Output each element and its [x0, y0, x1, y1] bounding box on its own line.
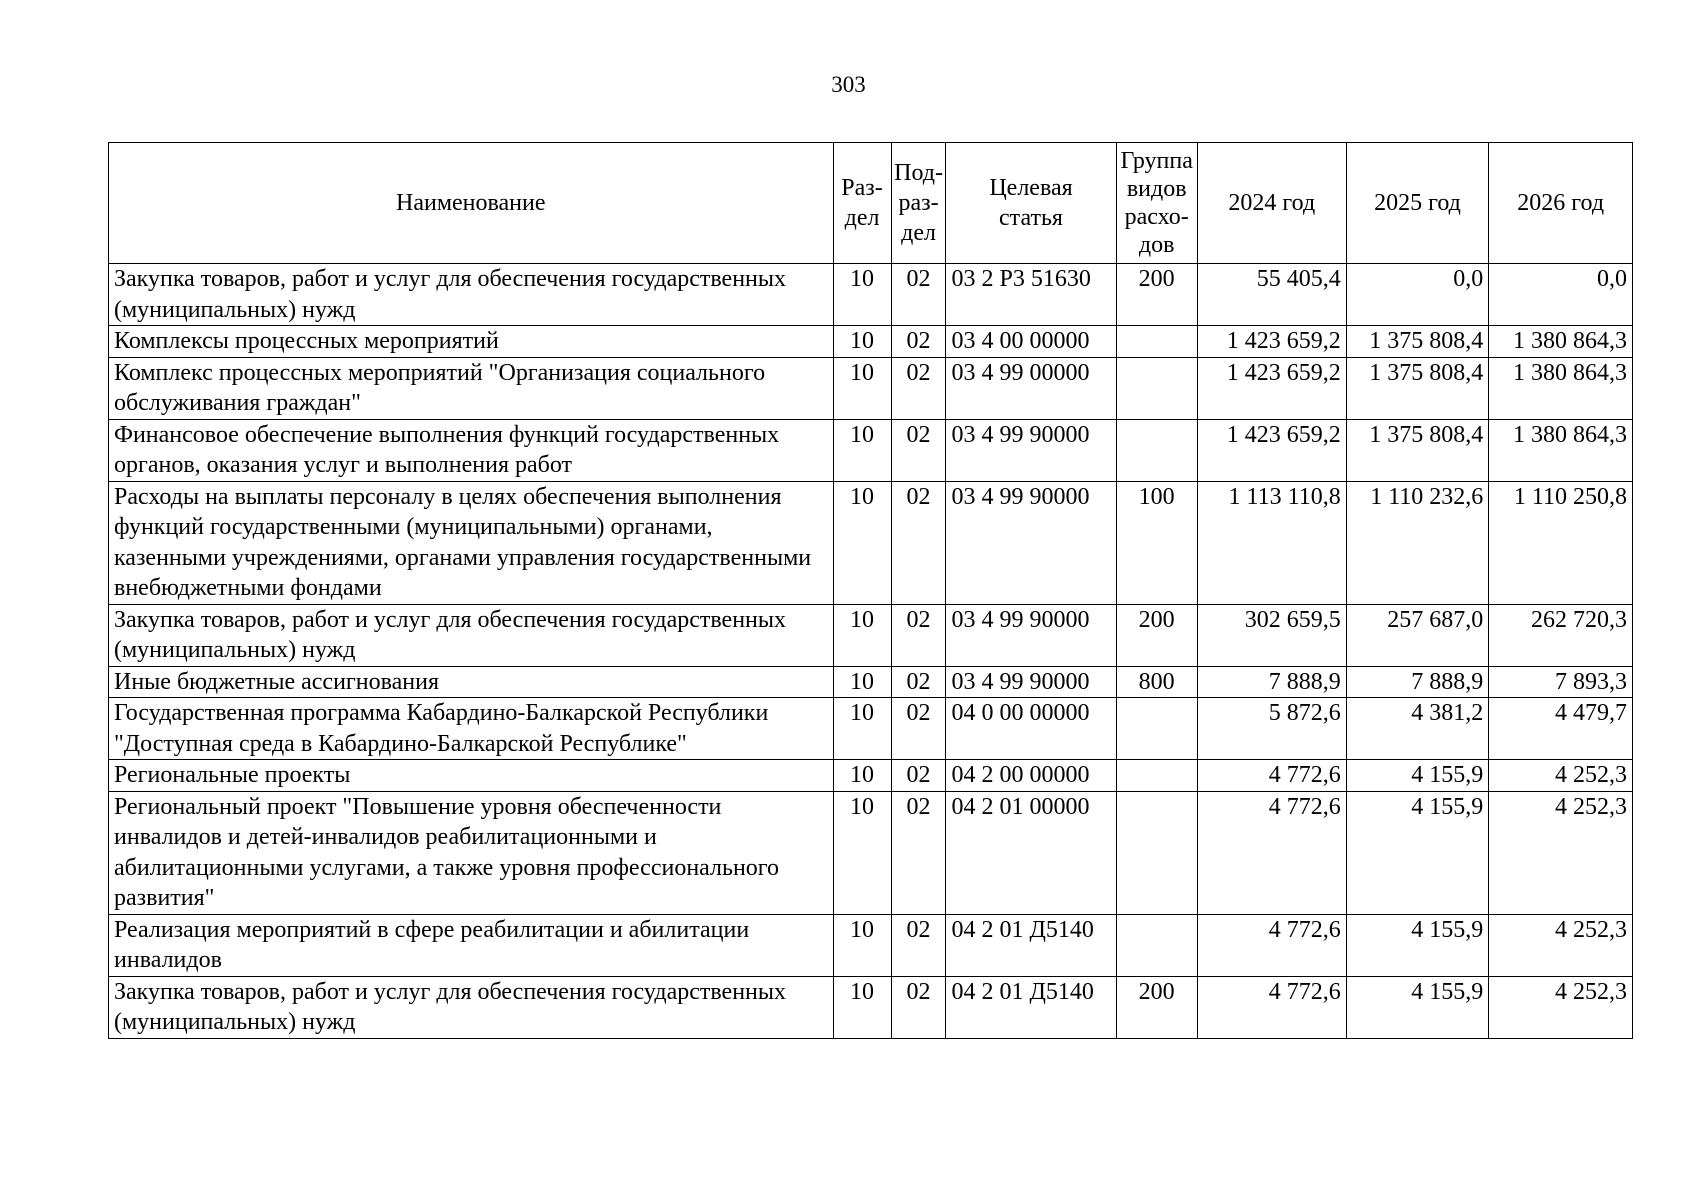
cell-podrazdel: 02 [891, 791, 946, 914]
cell-2025: 0,0 [1346, 264, 1489, 326]
cell-expense-group [1116, 357, 1197, 419]
cell-2026: 0,0 [1489, 264, 1633, 326]
cell-razdel: 10 [833, 791, 891, 914]
budget-table [108, 142, 1633, 1039]
cell-expense-group: 200 [1116, 264, 1197, 326]
cell-2024: 302 659,5 [1197, 604, 1346, 666]
cell-target-article: 03 4 99 90000 [946, 481, 1116, 604]
cell-razdel: 10 [833, 666, 891, 698]
cell-razdel: 10 [833, 481, 891, 604]
cell-expense-group: 200 [1116, 976, 1197, 1038]
cell-name: Расходы на выплаты персоналу в целях обеспечения выполнения функций государственными (муниципальными) органами, казенными учреждениями, органами управления государственными внебюджетными фондами [109, 481, 834, 604]
cell-podrazdel: 02 [891, 357, 946, 419]
cell-expense-group: 100 [1116, 481, 1197, 604]
cell-2025: 4 155,9 [1346, 791, 1489, 914]
cell-2024: 4 772,6 [1197, 976, 1346, 1038]
cell-2024: 5 872,6 [1197, 698, 1346, 760]
cell-podrazdel: 02 [891, 976, 946, 1038]
cell-2026: 262 720,3 [1489, 604, 1633, 666]
header-group: Группа видов расхо- дов [1116, 143, 1197, 264]
cell-expense-group [1116, 914, 1197, 976]
cell-2026: 4 252,3 [1489, 760, 1633, 792]
cell-razdel: 10 [833, 604, 891, 666]
cell-2025: 4 381,2 [1346, 698, 1489, 760]
header-2025: 2025 год [1346, 143, 1489, 264]
cell-razdel: 10 [833, 976, 891, 1038]
cell-podrazdel: 02 [891, 914, 946, 976]
table-row [109, 264, 1633, 326]
cell-2024: 1 423 659,2 [1197, 357, 1346, 419]
table-row [109, 604, 1633, 666]
table-row [109, 791, 1633, 914]
page-number: 303 [831, 72, 866, 97]
cell-expense-group [1116, 326, 1197, 358]
cell-podrazdel: 02 [891, 481, 946, 604]
cell-expense-group: 800 [1116, 666, 1197, 698]
cell-podrazdel: 02 [891, 698, 946, 760]
cell-2024: 7 888,9 [1197, 666, 1346, 698]
header-2026: 2026 год [1489, 143, 1633, 264]
header-2024: 2024 год [1197, 143, 1346, 264]
cell-razdel: 10 [833, 698, 891, 760]
cell-2025: 4 155,9 [1346, 976, 1489, 1038]
cell-2025: 1 375 808,4 [1346, 326, 1489, 358]
cell-2026: 4 252,3 [1489, 914, 1633, 976]
cell-name: Государственная программа Кабардино-Балкарской Республики "Доступная среда в Кабардино-Балкарской Республике" [109, 698, 834, 760]
cell-target-article: 03 4 99 00000 [946, 357, 1116, 419]
cell-target-article: 03 4 00 00000 [946, 326, 1116, 358]
cell-razdel: 10 [833, 760, 891, 792]
cell-expense-group [1116, 760, 1197, 792]
cell-expense-group [1116, 419, 1197, 481]
cell-podrazdel: 02 [891, 419, 946, 481]
cell-2025: 4 155,9 [1346, 914, 1489, 976]
cell-2026: 1 380 864,3 [1489, 326, 1633, 358]
table-row [109, 357, 1633, 419]
table-row [109, 760, 1633, 792]
cell-name: Иные бюджетные ассигнования [109, 666, 834, 698]
cell-name: Реализация мероприятий в сфере реабилитации и абилитации инвалидов [109, 914, 834, 976]
table-row [109, 976, 1633, 1038]
header-target: Целевая статья [946, 143, 1116, 264]
cell-razdel: 10 [833, 914, 891, 976]
cell-2024: 4 772,6 [1197, 791, 1346, 914]
cell-target-article: 03 2 Р3 51630 [946, 264, 1116, 326]
cell-2026: 1 380 864,3 [1489, 357, 1633, 419]
cell-2025: 1 110 232,6 [1346, 481, 1489, 604]
cell-2025: 1 375 808,4 [1346, 357, 1489, 419]
table-row [109, 914, 1633, 976]
cell-podrazdel: 02 [891, 264, 946, 326]
cell-target-article: 04 0 00 00000 [946, 698, 1116, 760]
cell-target-article: 04 2 01 00000 [946, 791, 1116, 914]
cell-2026: 1 380 864,3 [1489, 419, 1633, 481]
cell-target-article: 04 2 01 Д5140 [946, 976, 1116, 1038]
cell-podrazdel: 02 [891, 326, 946, 358]
cell-2025: 7 888,9 [1346, 666, 1489, 698]
cell-2026: 4 479,7 [1489, 698, 1633, 760]
cell-razdel: 10 [833, 264, 891, 326]
cell-podrazdel: 02 [891, 604, 946, 666]
cell-target-article: 03 4 99 90000 [946, 419, 1116, 481]
cell-2026: 4 252,3 [1489, 791, 1633, 914]
header-podrazdel: Под- раз- дел [891, 143, 946, 264]
cell-2026: 1 110 250,8 [1489, 481, 1633, 604]
cell-2025: 257 687,0 [1346, 604, 1489, 666]
table-body [109, 264, 1633, 1039]
cell-name: Закупка товаров, работ и услуг для обеспечения государственных (муниципальных) нужд [109, 264, 834, 326]
cell-name: Закупка товаров, работ и услуг для обеспечения государственных (муниципальных) нужд [109, 976, 834, 1038]
cell-2026: 4 252,3 [1489, 976, 1633, 1038]
cell-name: Закупка товаров, работ и услуг для обеспечения государственных (муниципальных) нужд [109, 604, 834, 666]
cell-target-article: 04 2 01 Д5140 [946, 914, 1116, 976]
cell-target-article: 04 2 00 00000 [946, 760, 1116, 792]
cell-2025: 1 375 808,4 [1346, 419, 1489, 481]
cell-name: Региональные проекты [109, 760, 834, 792]
cell-podrazdel: 02 [891, 760, 946, 792]
table-row [109, 419, 1633, 481]
cell-name: Комплексы процессных мероприятий [109, 326, 834, 358]
cell-target-article: 03 4 99 90000 [946, 604, 1116, 666]
cell-2024: 55 405,4 [1197, 264, 1346, 326]
cell-expense-group [1116, 698, 1197, 760]
cell-2024: 4 772,6 [1197, 914, 1346, 976]
cell-expense-group: 200 [1116, 604, 1197, 666]
cell-name: Региональный проект "Повышение уровня обеспеченности инвалидов и детей-инвалидов реабилитационными и абилитационными услугами, а также уровня профессионального развития" [109, 791, 834, 914]
header-name: Наименование [109, 143, 834, 264]
cell-razdel: 10 [833, 326, 891, 358]
table-row [109, 481, 1633, 604]
table-row [109, 698, 1633, 760]
cell-razdel: 10 [833, 357, 891, 419]
table-row [109, 666, 1633, 698]
cell-2024: 1 423 659,2 [1197, 419, 1346, 481]
header-row [109, 143, 1633, 264]
cell-name: Комплекс процессных мероприятий "Организация социального обслуживания граждан" [109, 357, 834, 419]
cell-2026: 7 893,3 [1489, 666, 1633, 698]
table-row [109, 326, 1633, 358]
cell-podrazdel: 02 [891, 666, 946, 698]
cell-2024: 4 772,6 [1197, 760, 1346, 792]
cell-razdel: 10 [833, 419, 891, 481]
cell-expense-group [1116, 791, 1197, 914]
cell-2024: 1 113 110,8 [1197, 481, 1346, 604]
cell-2024: 1 423 659,2 [1197, 326, 1346, 358]
cell-name: Финансовое обеспечение выполнения функций государственных органов, оказания услуг и выполнения работ [109, 419, 834, 481]
header-razdel: Раз- дел [833, 143, 891, 264]
cell-target-article: 03 4 99 90000 [946, 666, 1116, 698]
cell-2025: 4 155,9 [1346, 760, 1489, 792]
